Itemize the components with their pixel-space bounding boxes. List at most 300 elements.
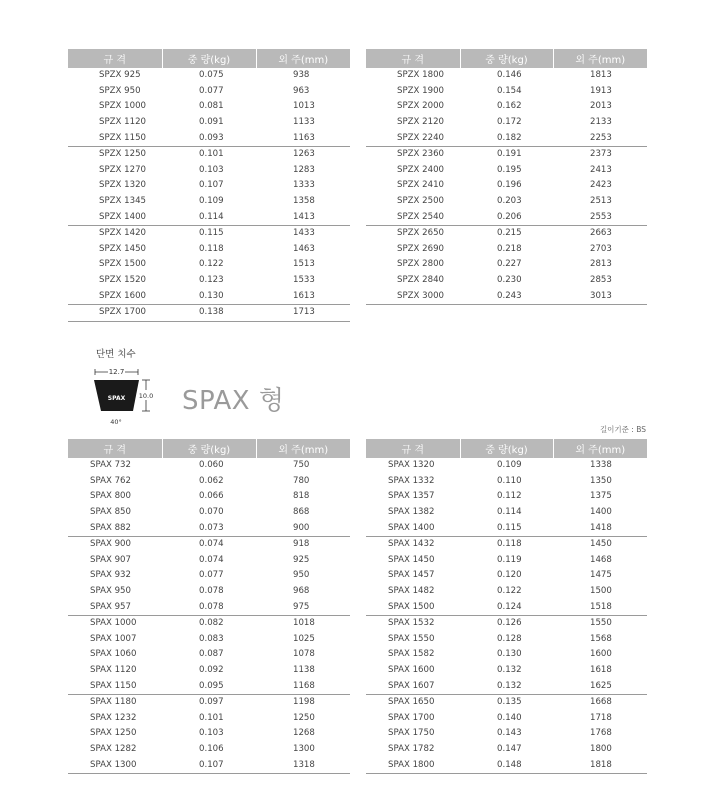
circumference-cell: 1463 [293, 243, 315, 254]
table-row [366, 505, 647, 521]
spec-cell: SPZX 1700 [68, 304, 162, 321]
table-row [366, 553, 647, 569]
circumference-cell: 2013 [590, 101, 612, 112]
weight-cell: 0.230 [497, 275, 522, 286]
circumference-cell: 2513 [590, 196, 612, 207]
weight-cell: 0.101 [199, 149, 224, 160]
weight-cell: 0.162 [497, 101, 522, 112]
table-header [68, 49, 350, 68]
table-row [366, 115, 647, 131]
spec-cell: SPZX 3000 [366, 288, 460, 304]
header-weight: 중 량(kg) [162, 439, 256, 458]
spec-cell: SPAX 1450 [388, 554, 435, 565]
table-row [366, 209, 647, 225]
circumference-cell: 1625 [553, 678, 647, 694]
table-row [366, 225, 647, 241]
spzx-table-left [68, 49, 350, 322]
circumference-cell: 1250 [293, 712, 315, 723]
circumference-cell: 2813 [590, 259, 612, 270]
table-row [366, 257, 647, 273]
circumference-cell: 1433 [293, 228, 315, 239]
spec-cell: SPZX 1250 [99, 149, 147, 160]
spec-cell: SPAX 1532 [388, 618, 435, 629]
table-row [68, 647, 350, 663]
spec-cell: SPZX 1120 [99, 117, 147, 128]
circumference-cell: 2853 [590, 275, 612, 286]
table-row [68, 146, 350, 162]
weight-cell: 0.087 [199, 649, 224, 660]
circumference-cell: 1768 [590, 728, 612, 739]
table-row [366, 163, 647, 179]
circumference-cell: 1263 [293, 149, 315, 160]
table-row [68, 742, 350, 758]
circumference-cell: 2703 [590, 243, 612, 254]
table-row [68, 458, 350, 474]
circumference-cell: 1138 [293, 665, 315, 676]
spec-cell: SPAX 1357 [388, 491, 435, 502]
spec-cell: SPZX 1900 [397, 85, 445, 96]
weight-cell: 0.132 [497, 665, 522, 676]
weight-cell: 0.062 [199, 475, 224, 486]
length-standard-note: 길이기준 : BS [599, 425, 646, 434]
circumference-cell: 1475 [590, 570, 612, 581]
table-row [366, 678, 647, 694]
spec-cell: SPAX 1750 [388, 728, 435, 739]
spec-cell: SPAX 907 [90, 554, 131, 565]
table-row [366, 194, 647, 210]
weight-cell: 0.115 [460, 520, 553, 536]
weight-cell: 0.112 [497, 491, 522, 502]
circumference-cell: 1450 [590, 539, 612, 550]
circumference-cell: 1318 [256, 757, 350, 773]
spec-cell: SPAX 1250 [90, 728, 137, 739]
circumference-cell: 750 [293, 460, 310, 471]
table-row [68, 694, 350, 710]
weight-cell: 0.147 [497, 743, 522, 754]
header-spec: 규 격 [366, 439, 460, 458]
circumference-cell: 2663 [590, 228, 612, 239]
circumference-cell: 1600 [590, 649, 612, 660]
weight-cell: 0.114 [162, 209, 256, 225]
table-row [68, 615, 350, 631]
spec-cell: SPAX 732 [90, 460, 131, 471]
weight-cell: 0.138 [162, 304, 256, 321]
weight-cell: 0.118 [199, 243, 224, 254]
spec-cell: SPZX 2000 [397, 101, 445, 112]
table-row [366, 726, 647, 742]
spec-cell: SPAX 1060 [90, 649, 137, 660]
weight-cell: 0.077 [199, 570, 224, 581]
table-row [366, 584, 647, 600]
spec-cell: SPAX 1582 [388, 649, 435, 660]
table-row [366, 536, 647, 552]
weight-cell: 0.115 [199, 228, 224, 239]
circumference-cell: 900 [256, 520, 350, 536]
table-row [366, 663, 647, 679]
weight-cell: 0.109 [199, 196, 224, 207]
weight-cell: 0.082 [199, 618, 224, 629]
table-row [68, 520, 350, 536]
weight-cell: 0.122 [497, 586, 522, 597]
table-row [68, 257, 350, 273]
circumference-cell: 1375 [590, 491, 612, 502]
belt-profile-diagram [84, 366, 156, 428]
weight-cell: 0.109 [497, 460, 522, 471]
table-row [68, 536, 350, 552]
header-circumference: 외 주(mm) [553, 439, 647, 458]
circumference-cell: 975 [256, 599, 350, 615]
circumference-cell: 1168 [256, 678, 350, 694]
spec-cell: SPZX 1320 [99, 180, 147, 191]
header-spec: 규 격 [68, 439, 162, 458]
spec-cell: SPAX 1120 [90, 665, 137, 676]
table-row [366, 520, 647, 536]
profile-code-label: SPAX [107, 395, 126, 402]
spec-cell: SPAX 1150 [68, 678, 162, 694]
spec-cell: SPAX 1600 [388, 665, 435, 676]
circumference-cell: 1283 [293, 164, 315, 175]
weight-cell: 0.077 [199, 85, 224, 96]
spec-cell: SPAX 950 [90, 586, 131, 597]
weight-cell: 0.095 [162, 678, 256, 694]
table-row [68, 489, 350, 505]
spec-cell: SPAX 1007 [90, 633, 137, 644]
spec-cell: SPZX 1400 [68, 209, 162, 225]
spec-cell: SPZX 1800 [397, 70, 445, 81]
table-header [366, 439, 647, 458]
spec-cell: SPAX 1400 [366, 520, 460, 536]
spec-cell: SPAX 1650 [388, 697, 435, 708]
table-row [68, 209, 350, 225]
table-row [68, 68, 350, 84]
profile-angle-label: 40° [110, 418, 122, 426]
table-row [68, 304, 350, 321]
table-row [68, 130, 350, 146]
table-row [366, 711, 647, 727]
table-row [68, 663, 350, 679]
weight-cell: 0.120 [497, 570, 522, 581]
weight-cell: 0.227 [497, 259, 522, 270]
spec-cell: SPZX 2690 [397, 243, 445, 254]
circumference-cell: 868 [293, 507, 310, 518]
spec-cell: SPAX 800 [90, 491, 131, 502]
table-row [366, 489, 647, 505]
table-row [68, 225, 350, 241]
weight-cell: 0.206 [460, 209, 553, 225]
circumference-cell: 780 [293, 475, 310, 486]
weight-cell: 0.196 [497, 180, 522, 191]
spec-cell: SPZX 2540 [366, 209, 460, 225]
table-row [68, 115, 350, 131]
circumference-cell: 1413 [256, 209, 350, 225]
table-row [366, 242, 647, 258]
circumference-cell: 1018 [293, 618, 315, 629]
weight-cell: 0.073 [162, 520, 256, 536]
weight-cell: 0.107 [162, 757, 256, 773]
circumference-cell: 1350 [590, 475, 612, 486]
spzx-table-right [366, 49, 647, 305]
weight-cell: 0.114 [497, 507, 522, 518]
spec-cell: SPAX 1700 [388, 712, 435, 723]
spec-cell: SPAX 762 [90, 475, 131, 486]
spec-cell: SPZX 950 [99, 85, 141, 96]
circumference-cell: 1078 [293, 649, 315, 660]
spec-cell: SPAX 1432 [388, 539, 435, 550]
spec-cell: SPAX 1000 [90, 618, 137, 629]
header-spec: 규 격 [366, 49, 460, 68]
circumference-cell: 918 [293, 539, 310, 550]
weight-cell: 0.203 [497, 196, 522, 207]
table-row [68, 163, 350, 179]
spec-cell: SPAX 1782 [388, 743, 435, 754]
table-row [68, 726, 350, 742]
table-row [366, 474, 647, 490]
weight-cell: 0.215 [497, 228, 522, 239]
circumference-cell: 1198 [293, 697, 315, 708]
circumference-cell: 950 [293, 570, 310, 581]
weight-cell: 0.066 [199, 491, 224, 502]
spec-cell: SPZX 1450 [99, 243, 147, 254]
weight-cell: 0.103 [199, 164, 224, 175]
table-header [366, 49, 647, 68]
table-row [68, 84, 350, 100]
weight-cell: 0.154 [497, 85, 522, 96]
circumference-cell: 2413 [590, 164, 612, 175]
weight-cell: 0.243 [460, 288, 553, 304]
spec-cell: SPAX 1500 [366, 599, 460, 615]
spax-table-right [366, 439, 647, 774]
weight-cell: 0.148 [460, 757, 553, 773]
header-spec: 규 격 [68, 49, 162, 68]
spec-cell: SPZX 925 [99, 70, 141, 81]
table-header [68, 439, 350, 458]
profile-width-label: 12.7 [108, 368, 125, 376]
weight-cell: 0.132 [460, 678, 553, 694]
table-row [366, 599, 647, 615]
table-row [366, 694, 647, 710]
spec-cell: SPZX 2400 [397, 164, 445, 175]
circumference-cell: 2373 [590, 149, 612, 160]
weight-cell: 0.128 [497, 633, 522, 644]
spec-cell: SPZX 1150 [68, 130, 162, 146]
table-row [68, 505, 350, 521]
spec-cell: SPAX 1550 [388, 633, 435, 644]
circumference-cell: 2253 [553, 130, 647, 146]
circumference-cell: 2423 [590, 180, 612, 191]
circumference-cell: 1618 [590, 665, 612, 676]
spec-cell: SPAX 850 [90, 507, 131, 518]
spec-cell: SPAX 957 [68, 599, 162, 615]
header-circumference: 외 주(mm) [256, 49, 350, 68]
weight-cell: 0.101 [199, 712, 224, 723]
circumference-cell: 1163 [256, 130, 350, 146]
table-row [366, 632, 647, 648]
weight-cell: 0.097 [199, 697, 224, 708]
circumference-cell: 1333 [293, 180, 315, 191]
table-row [366, 288, 647, 304]
weight-cell: 0.093 [162, 130, 256, 146]
weight-cell: 0.130 [497, 649, 522, 660]
header-circumference: 외 주(mm) [256, 439, 350, 458]
table-row [366, 273, 647, 289]
circumference-cell: 1613 [256, 288, 350, 304]
table-row [366, 647, 647, 663]
circumference-cell: 1500 [590, 586, 612, 597]
circumference-cell: 1133 [293, 117, 315, 128]
profile-height-label: 10.0 [138, 392, 154, 400]
circumference-cell: 1550 [590, 618, 612, 629]
weight-cell: 0.135 [497, 697, 522, 708]
spec-cell: SPZX 2500 [397, 196, 445, 207]
spec-cell: SPZX 1000 [99, 101, 147, 112]
table-row [366, 568, 647, 584]
weight-cell: 0.060 [199, 460, 224, 471]
circumference-cell: 1568 [590, 633, 612, 644]
weight-cell: 0.126 [497, 618, 522, 629]
spec-cell: SPZX 2120 [397, 117, 445, 128]
spec-cell: SPAX 882 [68, 520, 162, 536]
circumference-cell: 1913 [590, 85, 612, 96]
spec-cell: SPAX 1382 [388, 507, 435, 518]
circumference-cell: 3013 [553, 288, 647, 304]
weight-cell: 0.083 [199, 633, 224, 644]
table-row [366, 757, 647, 773]
circumference-cell: 1400 [590, 507, 612, 518]
table-row [366, 130, 647, 146]
weight-cell: 0.124 [460, 599, 553, 615]
table-row [68, 599, 350, 615]
circumference-cell: 1513 [293, 259, 315, 270]
table-row [68, 242, 350, 258]
weight-cell: 0.122 [199, 259, 224, 270]
spec-cell: SPAX 932 [90, 570, 131, 581]
circumference-cell: 925 [293, 554, 310, 565]
weight-cell: 0.140 [497, 712, 522, 723]
weight-cell: 0.091 [199, 117, 224, 128]
table-row [68, 632, 350, 648]
weight-cell: 0.110 [497, 475, 522, 486]
spec-cell: SPAX 1232 [90, 712, 137, 723]
table-row [68, 584, 350, 600]
circumference-cell: 1418 [553, 520, 647, 536]
table-row [366, 178, 647, 194]
weight-cell: 0.119 [497, 554, 522, 565]
spec-cell: SPZX 1345 [99, 196, 147, 207]
spax-table-left [68, 439, 350, 774]
circumference-cell: 1468 [590, 554, 612, 565]
weight-cell: 0.130 [162, 288, 256, 304]
weight-cell: 0.106 [199, 743, 224, 754]
spec-cell: SPAX 1332 [388, 475, 435, 486]
spec-cell: SPAX 1282 [90, 743, 137, 754]
spec-cell: SPAX 1482 [388, 586, 435, 597]
table-row [366, 742, 647, 758]
weight-cell: 0.103 [199, 728, 224, 739]
circumference-cell: 818 [293, 491, 310, 502]
table-row [366, 615, 647, 631]
spec-cell: SPAX 1800 [366, 757, 460, 773]
spec-cell: SPZX 2800 [397, 259, 445, 270]
table-row [68, 273, 350, 289]
weight-cell: 0.074 [199, 539, 224, 550]
weight-cell: 0.075 [199, 70, 224, 81]
circumference-cell: 1518 [553, 599, 647, 615]
weight-cell: 0.146 [497, 70, 522, 81]
weight-cell: 0.074 [199, 554, 224, 565]
header-weight: 중 량(kg) [460, 49, 553, 68]
spec-cell: SPZX 1600 [68, 288, 162, 304]
circumference-cell: 1718 [590, 712, 612, 723]
weight-cell: 0.172 [497, 117, 522, 128]
table-row [366, 99, 647, 115]
spec-cell: SPZX 1500 [99, 259, 147, 270]
table-row [68, 757, 350, 773]
weight-cell: 0.081 [199, 101, 224, 112]
weight-cell: 0.195 [497, 164, 522, 175]
weight-cell: 0.092 [199, 665, 224, 676]
weight-cell: 0.118 [497, 539, 522, 550]
circumference-cell: 1800 [590, 743, 612, 754]
table-row [68, 474, 350, 490]
header-weight: 중 량(kg) [162, 49, 256, 68]
table-row [68, 678, 350, 694]
weight-cell: 0.182 [460, 130, 553, 146]
weight-cell: 0.218 [497, 243, 522, 254]
circumference-cell: 2133 [590, 117, 612, 128]
weight-cell: 0.078 [199, 586, 224, 597]
spec-cell: SPAX 1457 [388, 570, 435, 581]
circumference-cell: 968 [293, 586, 310, 597]
spec-cell: SPZX 2240 [366, 130, 460, 146]
spec-cell: SPAX 1320 [388, 460, 435, 471]
spec-cell: SPAX 1180 [90, 697, 137, 708]
circumference-cell: 1268 [293, 728, 315, 739]
spec-cell: SPZX 2410 [397, 180, 445, 191]
spec-cell: SPAX 900 [90, 539, 131, 550]
circumference-cell: 963 [293, 85, 310, 96]
weight-cell: 0.191 [497, 149, 522, 160]
table-row [68, 178, 350, 194]
circumference-cell: 938 [293, 70, 310, 81]
circumference-cell: 1358 [293, 196, 315, 207]
table-row [68, 194, 350, 210]
spec-cell: SPZX 1420 [99, 228, 147, 239]
weight-cell: 0.143 [497, 728, 522, 739]
circumference-cell: 1713 [256, 304, 350, 321]
spec-cell: SPAX 1300 [68, 757, 162, 773]
header-circumference: 외 주(mm) [553, 49, 647, 68]
circumference-cell: 1533 [293, 275, 315, 286]
table-row [366, 458, 647, 474]
table-row [366, 146, 647, 162]
table-row [68, 711, 350, 727]
spec-cell: SPZX 1270 [99, 164, 147, 175]
weight-cell: 0.107 [199, 180, 224, 191]
circumference-cell: 1818 [553, 757, 647, 773]
circumference-cell: 1338 [590, 460, 612, 471]
header-weight: 중 량(kg) [460, 439, 553, 458]
circumference-cell: 1813 [590, 70, 612, 81]
spec-cell: SPZX 2650 [397, 228, 445, 239]
circumference-cell: 1025 [293, 633, 315, 644]
table-row [68, 288, 350, 304]
circumference-cell: 1013 [293, 101, 315, 112]
spec-cell: SPZX 2840 [397, 275, 445, 286]
weight-cell: 0.123 [199, 275, 224, 286]
circumference-cell: 2553 [553, 209, 647, 225]
circumference-cell: 1300 [293, 743, 315, 754]
weight-cell: 0.070 [199, 507, 224, 518]
